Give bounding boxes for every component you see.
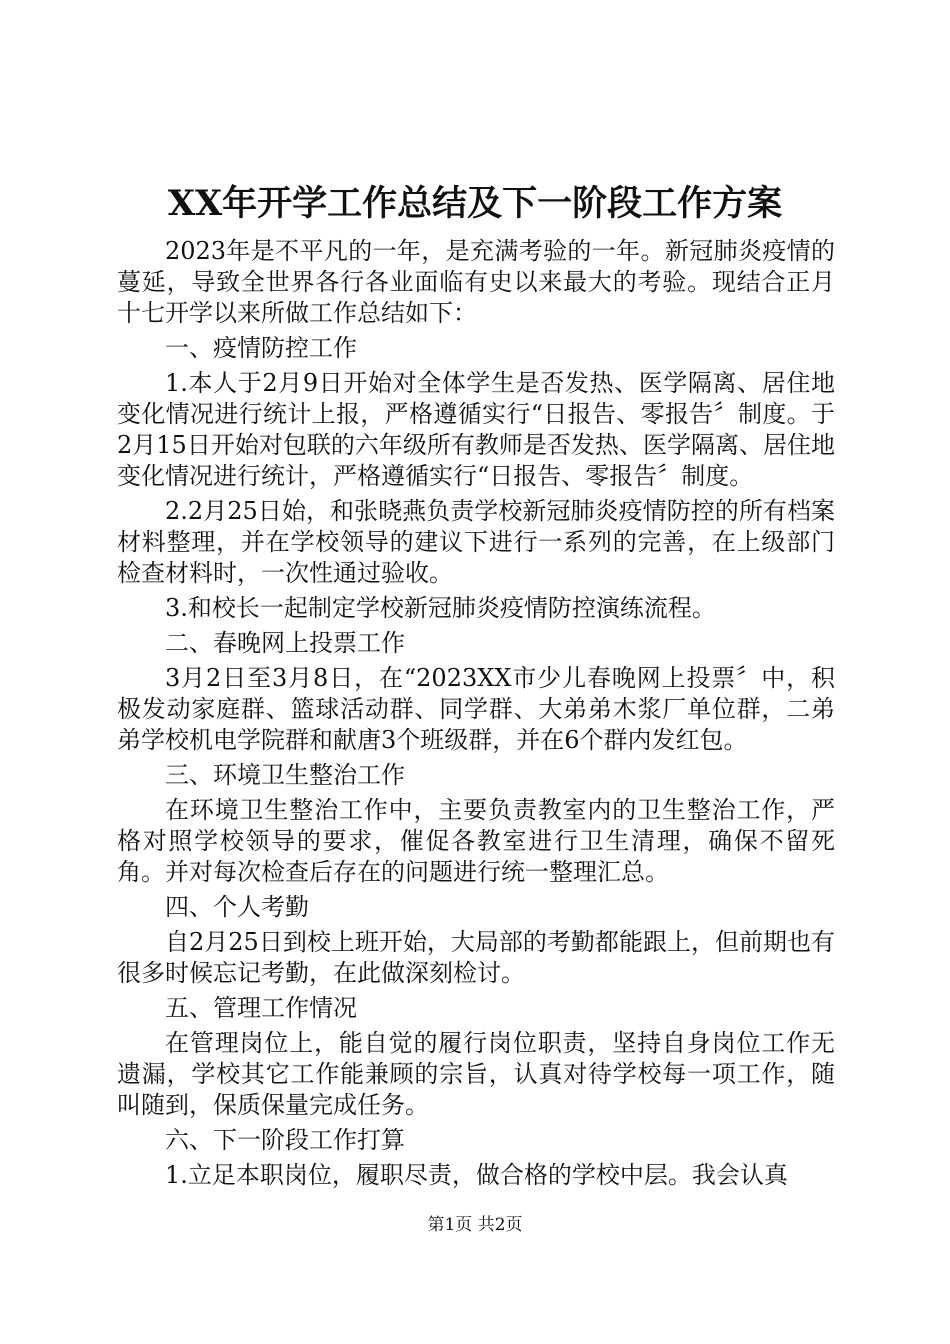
section-heading: 六、下一阶段工作打算 [165,1126,405,1154]
body-paragraph: 3.和校长一起制定学校新冠肺炎疫情防控演练流程。 [165,594,716,622]
body-paragraph: 在环境卫生整治工作中，主要负责教室内的卫生整治工作，严格对照学校领导的要求，催促各教室进行卫生清理，确保不留死角。并对每次检查后存在的问题进行统一整理汇总。 [117,796,835,886]
section-heading: 二、春晚网上投票工作 [165,629,405,657]
section-heading: 五、管理工作情况 [165,994,357,1022]
body-paragraph: 自2月25日到校上班开始，大局部的考勤都能跟上，但前期也有很多时候忘记考勤，在此做深刻检讨。 [117,928,835,987]
document-title: XX年开学工作总结及下一阶段工作方案 [167,183,783,224]
body-paragraph: 1.立足本职岗位，履职尽责，做合格的学校中层。我会认真 [165,1161,788,1189]
section-heading: 一、疫情防控工作 [165,334,357,362]
body-paragraph: 2.2月25日始，和张晓燕负责学校新冠肺炎疫情防控的所有档案材料整理，并在学校领导的建议下进行一系列的完善，在上级部门检查材料时，一次性通过验收。 [117,497,835,587]
intro-paragraph: 2023年是不平凡的一年，是充满考验的一年。新冠肺炎疫情的蔓延，导致全世界各行各业面临有史以来最大的考验。现结合正月十七开学以来所做工作总结如下： [117,237,835,327]
section-heading: 三、环境卫生整治工作 [165,761,405,789]
body-paragraph: 1.本人于2月9日开始对全体学生是否发热、医学隔离、居住地变化情况进行统计上报，严格遵循实行“日报告、零报告〞制度。于2月15日开始对包联的六年级所有教师是否发热、医学隔离、居住地变化情况进行统计，严格遵循实行“日报告、零报告〞制度。 [117,369,835,490]
page-number-footer: 第1页 共2页 [427,1215,523,1235]
section-heading: 四、个人考勤 [165,893,309,921]
document-body [117,236,835,1195]
body-paragraph: 在管理岗位上，能自觉的履行岗位职责，坚持自身岗位工作无遗漏，学校其它工作能兼顾的宗旨，认真对待学校每一项工作，随叫随到，保质保量完成任务。 [117,1029,835,1119]
body-paragraph: 3月2日至3月8日，在“2023XX市少儿春晚网上投票〞中，积极发动家庭群、篮球活动群、同学群、大弟弟木浆厂单位群，二弟弟学校机电学院群和献唐3个班级群，并在6个群内发红包。 [117,664,835,754]
